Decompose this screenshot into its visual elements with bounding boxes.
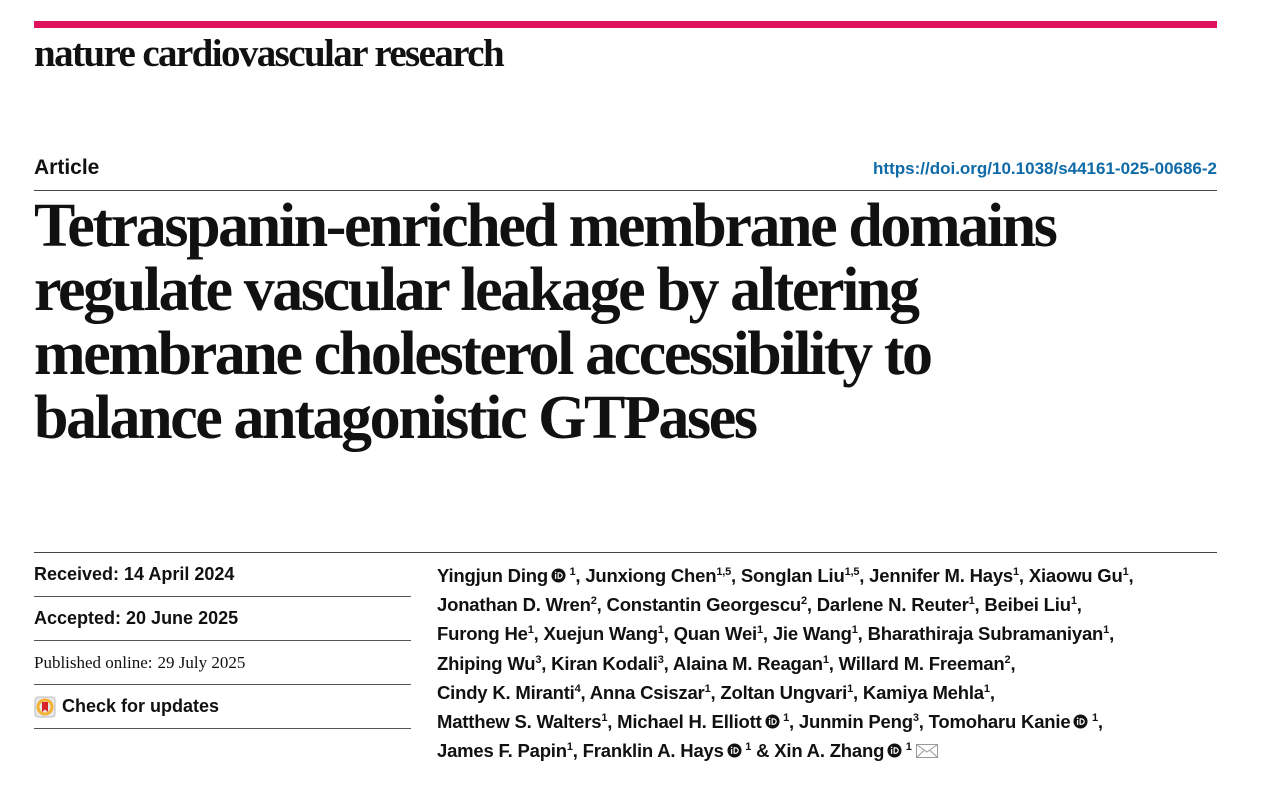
affiliation-number: 1 <box>983 682 990 695</box>
author-name[interactable] <box>437 623 534 644</box>
author-line: Cindy K. Miranti$^4$, Anna Csiszar$^1$, Zoltan Ungvari$^1$, Kamiya Mehla$^1$, <box>437 681 995 703</box>
check-for-updates-label: Check for updates <box>62 696 220 716</box>
author-line: Zhiping Wu$^3$, Kiran Kodali$^3$, Alaina M. Reagan$^1$, Willard M. Freeman$^2$, <box>437 652 1016 674</box>
published-date <box>34 641 411 685</box>
orcid-icon[interactable] <box>887 743 902 758</box>
orcid-icon[interactable] <box>765 714 780 729</box>
published-label: Published online: <box>34 652 153 672</box>
affiliation-number: 1 <box>905 741 912 754</box>
author-name[interactable] <box>673 653 829 674</box>
author-line: Jonathan D. Wren$^2$, Constantin Georgescu$^2$, Darlene N. Reuter$^1$, Beibei Liu$^1$, <box>437 594 1082 616</box>
received-value: 14 April 2024 <box>124 564 235 584</box>
author-name[interactable] <box>817 594 975 615</box>
author-name[interactable] <box>929 711 1098 732</box>
author-line: James F. Papin$^1$, Franklin A. Hays $^1$ & Xin A. Zhang $^1$ <box>437 736 1237 765</box>
author-line: Yingjun Ding $^1$, Junxiong Chen$^{1,5}$, Songlan Liu$^{1,5}$, Jennifer M. Hays$^1$, Xiaowu Gu$^1$, <box>437 565 1134 586</box>
author-name-text: Willard M. Freeman <box>838 652 1005 674</box>
accepted-label: Accepted: <box>34 608 122 628</box>
author-name-text: Junxiong Chen <box>585 565 717 586</box>
author-name-text: Kiran Kodali <box>551 652 658 674</box>
affiliation-number: 1 <box>601 712 608 725</box>
envelope-icon[interactable] <box>916 744 938 758</box>
orcid-icon[interactable] <box>727 743 742 758</box>
affiliation-number: 4 <box>574 682 581 695</box>
doi-link[interactable]: https://doi.org/10.1038/s44161-025-00686-2 <box>873 159 1217 178</box>
author-name-text: Songlan Liu <box>740 565 845 586</box>
author-name-text: Kamiya Mehla <box>862 681 984 703</box>
author-line: Matthew S. Walters$^1$, Michael H. Elliott $^1$, Junmin Peng$^3$, Tomoharu Kanie $^1$, <box>437 711 1103 733</box>
author-name[interactable] <box>799 711 919 732</box>
author-name[interactable] <box>437 565 575 586</box>
affiliation-number: 1,5 <box>844 566 860 578</box>
affiliation-number: 2 <box>800 595 807 608</box>
affiliation-number: 1 <box>783 712 789 725</box>
author-name[interactable] <box>869 565 1019 586</box>
title-line: membrane cholesterol accessibility to <box>34 320 931 388</box>
affiliation-number: 2 <box>590 595 597 608</box>
author-name-text: Xiaowu Gu <box>1028 565 1123 586</box>
author-name[interactable] <box>839 653 1011 674</box>
author-name-text: Beibei Liu <box>984 594 1071 616</box>
affiliation-number: 1 <box>822 653 829 666</box>
orcid-icon[interactable] <box>551 568 566 583</box>
affiliation-number: 1 <box>569 566 576 578</box>
author-name-text: James F. Papin <box>437 740 567 762</box>
author-name-text: Quan Wei <box>673 623 757 645</box>
author-name-text: Xuejun Wang <box>543 623 658 645</box>
author-name[interactable] <box>583 740 752 761</box>
affiliation-number: 1 <box>1070 595 1077 608</box>
author-name[interactable] <box>544 623 664 644</box>
author-name[interactable] <box>607 594 807 615</box>
author-name[interactable] <box>674 623 763 644</box>
affiliation-number: 1 <box>527 624 534 637</box>
journal-accent-bar <box>34 21 1217 28</box>
accepted-value: 20 June 2025 <box>126 608 239 628</box>
received-date <box>34 553 411 597</box>
author-name-text: Tomoharu Kanie <box>928 711 1071 733</box>
affiliation-number: 2 <box>1004 653 1011 666</box>
author-name[interactable] <box>590 682 711 703</box>
check-for-updates-button[interactable] <box>34 685 411 729</box>
author-name-text: Yingjun Ding <box>437 565 548 586</box>
affiliation-number: 1,5 <box>716 566 732 578</box>
author-name[interactable] <box>617 711 789 732</box>
author-name-text: Junmin Peng <box>798 711 913 733</box>
author-name[interactable] <box>720 682 853 703</box>
affiliation-number: 1 <box>704 682 711 695</box>
article-title <box>34 194 1234 450</box>
author-name-text: Jie Wang <box>772 623 852 645</box>
author-name[interactable] <box>437 653 541 674</box>
author-name[interactable] <box>437 740 573 761</box>
affiliation-number: 3 <box>657 653 664 666</box>
title-line: balance antagonistic GTPases <box>34 384 756 452</box>
author-name[interactable] <box>437 682 581 703</box>
author-name-text: Michael H. Elliott <box>617 711 762 733</box>
author-name[interactable] <box>741 565 859 586</box>
author-name-text: Darlene N. Reuter <box>816 594 969 616</box>
accepted-date <box>34 597 411 641</box>
affiliation-number: 1 <box>847 682 854 695</box>
author-name-text: Xin A. Zhang <box>774 740 885 762</box>
author-name-text: Zhiping Wu <box>437 652 536 674</box>
author-name[interactable] <box>863 682 990 703</box>
author-name-text: Furong He <box>437 623 528 645</box>
author-name-text: Matthew S. Walters <box>437 711 602 733</box>
author-name[interactable] <box>551 653 663 674</box>
header-divider <box>34 190 1217 191</box>
author-name-text: Anna Csiszar <box>589 681 705 703</box>
affiliation-number: 1 <box>851 624 858 637</box>
received-label: Received: <box>34 564 120 584</box>
author-name[interactable] <box>984 594 1076 615</box>
author-name-text: Alaina M. Reagan <box>672 652 823 674</box>
title-line: Tetraspanin-enriched membrane domains <box>34 192 1056 260</box>
author-name[interactable] <box>437 711 607 732</box>
author-name-text: Cindy K. Miranti <box>437 681 575 703</box>
article-type: Article <box>34 156 100 179</box>
author-name-text: Jennifer M. Hays <box>869 565 1013 586</box>
author-name[interactable] <box>774 740 937 761</box>
affiliation-number: 1 <box>1013 566 1019 578</box>
affiliation-number: 1 <box>757 624 763 637</box>
author-name[interactable] <box>1029 565 1129 586</box>
author-name-text: Jonathan D. Wren <box>437 594 591 616</box>
publication-dates <box>34 553 411 729</box>
author-name[interactable] <box>868 623 1110 644</box>
affiliation-number: 1 <box>657 624 664 637</box>
affiliation-number: 3 <box>535 653 542 666</box>
affiliation-number: 1 <box>745 741 752 754</box>
affiliation-number: 1 <box>968 595 975 608</box>
author-name-text: Constantin Georgescu <box>606 594 801 616</box>
title-line: regulate vascular leakage by altering <box>34 256 918 324</box>
affiliation-number: 3 <box>912 712 919 725</box>
author-name-text: Bharathiraja Subramaniyan <box>867 623 1104 645</box>
author-name-text: Zoltan Ungvari <box>720 681 848 703</box>
affiliation-number: 1 <box>566 741 573 754</box>
orcid-icon[interactable] <box>1073 714 1088 729</box>
author-name[interactable] <box>585 565 731 586</box>
author-name[interactable] <box>773 623 858 644</box>
check-for-updates-icon <box>34 696 56 718</box>
journal-name: nature cardiovascular research <box>34 32 504 75</box>
author-name[interactable] <box>437 594 597 615</box>
author-list <box>437 561 1237 765</box>
author-name-text: Franklin A. Hays <box>582 740 724 762</box>
affiliation-number: 1 <box>1103 624 1110 637</box>
affiliation-number: 1 <box>1091 712 1098 725</box>
affiliation-number: 1 <box>1122 566 1129 578</box>
published-value: 29 July 2025 <box>157 652 246 672</box>
author-line: Furong He$^1$, Xuejun Wang$^1$, Quan Wei$^1$, Jie Wang$^1$, Bharathiraja Subramaniyan$^1$, <box>437 623 1115 645</box>
